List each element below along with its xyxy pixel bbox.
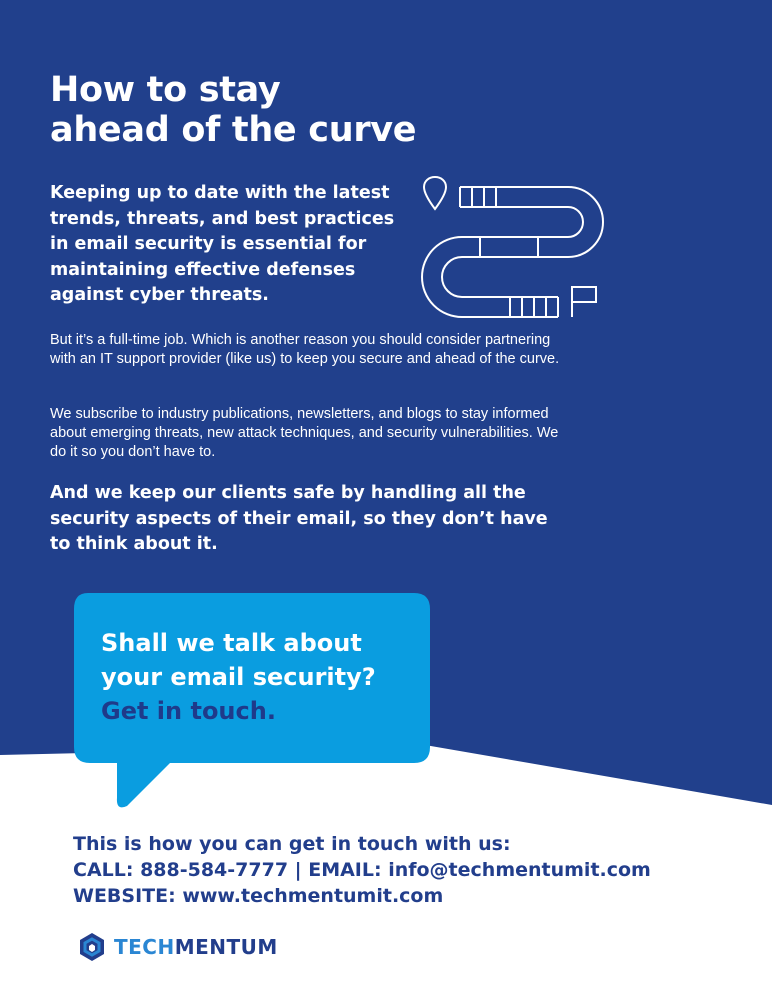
contact-intro: This is how you can get in touch with us: [73, 833, 511, 855]
cta-line-2: your email security? [101, 663, 376, 691]
logo-wordmark [114, 935, 278, 959]
intro-paragraph: Keeping up to date with the latest trends, threats, and best practices in email security is essential for maintaining effective defenses against cyber threats. [50, 183, 395, 305]
cta-line-1: Shall we talk about [101, 629, 362, 657]
call-to-action [101, 626, 411, 728]
contact-website[interactable]: WEBSITE: www.techmentumit.com [73, 885, 444, 907]
get-in-touch-link[interactable]: Get in touch. [101, 697, 276, 725]
techmentum-hex-icon [76, 931, 108, 963]
closing-statement: And we keep our clients safe by handling all the security aspects of their email, so they don’t have to think about it. [50, 483, 548, 554]
body-paragraph-1: But it’s a full-time job. Which is another reason you should consider partnering with an IT support provider (like us) to keep you secure and ahead of the curve. [50, 332, 560, 367]
title-line-1: How to stay [50, 70, 281, 110]
body-paragraph-2: We subscribe to industry publications, newsletters, and blogs to stay informed about emerging threats, new attack techniques, and security vulnerabilities. We do it so you don’t have to. [50, 406, 559, 460]
contact-info [73, 831, 651, 909]
title-line-2: ahead of the curve [50, 110, 417, 150]
contact-phone-email[interactable]: CALL: 888-584-7777 | EMAIL: info@techmentumit.com [73, 859, 651, 881]
logo-wordmark-mentum: MENTUM [174, 935, 278, 959]
company-logo [76, 931, 278, 963]
logo-wordmark-tech: TECH [114, 935, 175, 959]
